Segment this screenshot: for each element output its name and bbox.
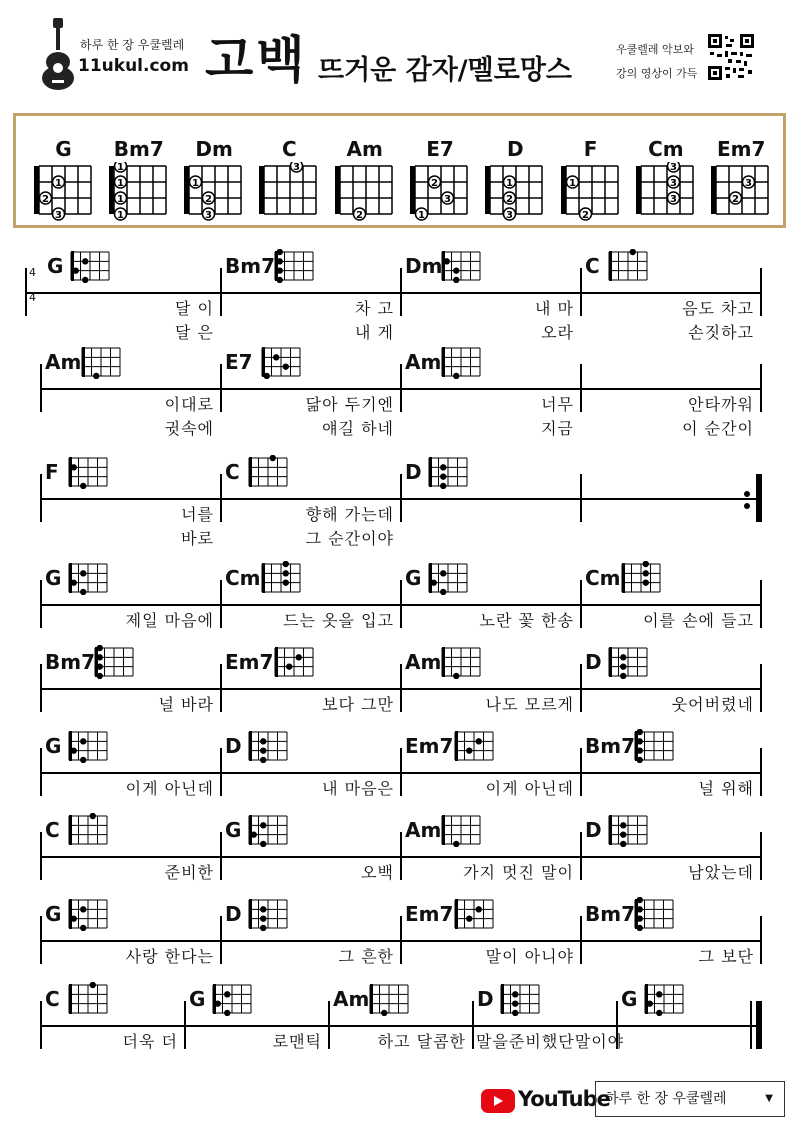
repeat-end-bar xyxy=(756,474,762,522)
time-signature-bottom: 4 xyxy=(29,291,36,304)
bar-line xyxy=(220,268,222,316)
lyric-verse-1: 닮아 두기엔 xyxy=(305,395,394,414)
bar-line xyxy=(580,268,582,316)
mini-chord-diagram xyxy=(68,249,112,283)
legend-chord-em7 xyxy=(704,136,779,222)
svg-text:2: 2 xyxy=(581,210,589,221)
legend-chord-name: Dm xyxy=(195,137,233,161)
bar-line xyxy=(400,832,402,880)
measure-chord-diagram xyxy=(66,561,110,599)
lyric-verse-1: 하고 달콤한 xyxy=(377,1032,466,1051)
legend-chord-g xyxy=(26,136,101,222)
measure-chord-diagram xyxy=(439,345,483,383)
measure-chord: G xyxy=(405,566,422,590)
lyric-verse-1: 차 고 xyxy=(355,299,394,318)
bar-line xyxy=(400,664,402,712)
chord-diagram-d xyxy=(482,162,548,222)
lyric-verse-1: 사랑 한다는 xyxy=(125,947,214,966)
bar-line xyxy=(760,364,762,412)
mini-chord-diagram xyxy=(426,455,470,489)
measure-chord: Am xyxy=(45,350,82,374)
lyric-verse-1: 너무 xyxy=(541,395,574,414)
mini-chord-diagram xyxy=(246,813,290,847)
legend-chord-bm7 xyxy=(101,136,176,222)
measure-chord: C xyxy=(225,460,240,484)
promo-line-1: 우쿨렐레 악보와 xyxy=(616,43,694,56)
measure-chord-diagram xyxy=(619,561,663,599)
svg-text:2: 2 xyxy=(355,210,363,221)
svg-text:1: 1 xyxy=(54,178,62,189)
lyric-verse-1: 노란 꽃 한송 xyxy=(479,611,574,630)
bar-line xyxy=(400,474,402,522)
mini-chord-diagram xyxy=(246,455,290,489)
youtube-icon xyxy=(481,1089,515,1113)
measure-chord-diagram xyxy=(642,982,686,1020)
mini-chord-diagram xyxy=(66,813,110,847)
bar-line xyxy=(400,364,402,412)
chord-diagram-cm xyxy=(633,162,699,222)
measure-chord: Bm7 xyxy=(225,254,275,278)
bar-line xyxy=(472,1001,474,1049)
measure-chord: Am xyxy=(333,987,370,1011)
bar-line xyxy=(40,580,42,628)
mini-chord-diagram xyxy=(259,561,303,595)
bar-line xyxy=(184,1001,186,1049)
svg-text:3: 3 xyxy=(669,194,677,205)
measure-chord-diagram xyxy=(272,645,316,683)
mini-chord-diagram xyxy=(606,249,650,283)
bar-line xyxy=(220,832,222,880)
lyric-verse-1: 말이 아니야 xyxy=(485,947,574,966)
svg-text:3: 3 xyxy=(205,210,213,221)
lyric-verse-1: 내 마 xyxy=(535,299,574,318)
bar-line xyxy=(760,580,762,628)
channel-label: 하루 한 장 우쿨렐레 xyxy=(605,1091,727,1107)
bar-line xyxy=(220,580,222,628)
repeat-dot xyxy=(744,503,750,509)
svg-text:1: 1 xyxy=(116,162,124,173)
mini-chord-diagram xyxy=(66,729,110,763)
svg-text:3: 3 xyxy=(506,210,514,221)
measure-chord: C xyxy=(45,987,60,1011)
bar-line xyxy=(760,268,762,316)
site-tagline: 하루 한 장 우쿨렐레 xyxy=(80,38,185,52)
mini-chord-diagram xyxy=(426,561,470,595)
bar-line xyxy=(580,832,582,880)
measure-chord: G xyxy=(225,818,242,842)
legend-chord-c xyxy=(252,136,327,222)
measure-chord: Am xyxy=(405,350,442,374)
bar-line xyxy=(580,474,582,522)
bar-line xyxy=(40,1001,42,1049)
legend-chord-name: Bm7 xyxy=(113,137,164,161)
mini-chord-diagram xyxy=(439,813,483,847)
measure-chord: Em7 xyxy=(405,902,454,926)
mini-chord-diagram xyxy=(439,345,483,379)
mini-chord-diagram xyxy=(632,897,676,931)
lyric-verse-2: 오라 xyxy=(541,323,574,342)
mini-chord-diagram xyxy=(272,645,316,679)
lyric-verse-1: 너를 xyxy=(181,505,214,524)
svg-text:3: 3 xyxy=(669,162,677,173)
lyric-verse-2: 손짓하고 xyxy=(688,323,754,342)
legend-chord-name: C xyxy=(282,137,297,161)
mini-chord-diagram xyxy=(632,729,676,763)
measure-chord-diagram xyxy=(426,455,470,493)
chord-diagram-em7 xyxy=(708,162,774,222)
mini-chord-diagram xyxy=(619,561,663,595)
measure-chord: D xyxy=(477,987,494,1011)
final-bar xyxy=(756,1001,761,1049)
lyric-verse-1: 이를 손에 들고 xyxy=(643,611,754,630)
measure-chord-diagram xyxy=(66,455,110,493)
mini-chord-diagram xyxy=(367,982,411,1016)
measure-chord-diagram xyxy=(606,645,650,683)
measure-chord-diagram xyxy=(452,729,496,767)
legend-chord-name: Am xyxy=(346,137,383,161)
mini-chord-diagram xyxy=(246,897,290,931)
legend-chord-name: Cm xyxy=(648,137,684,161)
measure-chord-diagram xyxy=(426,561,470,599)
measure-chord: Cm xyxy=(585,566,621,590)
chord-diagram-g xyxy=(31,162,97,222)
svg-text:3: 3 xyxy=(745,178,753,189)
song-title: 고백 xyxy=(205,31,308,89)
bar-line xyxy=(220,916,222,964)
bar-line xyxy=(580,748,582,796)
mini-chord-diagram xyxy=(66,561,110,595)
measure-chord: G xyxy=(45,734,62,758)
staff-line xyxy=(25,292,762,294)
measure-chord: Cm xyxy=(225,566,261,590)
measure-chord-diagram xyxy=(246,813,290,851)
mini-chord-diagram xyxy=(66,455,110,489)
bar-line xyxy=(760,832,762,880)
svg-text:3: 3 xyxy=(54,210,62,221)
measure-chord-diagram xyxy=(210,982,254,1020)
measure-chord-diagram xyxy=(79,345,123,383)
repeat-dot xyxy=(744,491,750,497)
legend-chord-e7 xyxy=(403,136,478,222)
lyric-verse-2: 얘길 하네 xyxy=(322,419,394,438)
bar-line xyxy=(40,916,42,964)
lyric-verse-1: 남았는데 xyxy=(688,863,754,882)
measure-chord-diagram xyxy=(246,729,290,767)
lyric-verse-2: 내 게 xyxy=(355,323,394,342)
youtube-logo[interactable] xyxy=(481,1087,610,1115)
measure-chord-diagram xyxy=(367,982,411,1020)
lyric-verse-1: 보다 그만 xyxy=(322,695,394,714)
svg-text:3: 3 xyxy=(669,178,677,189)
measure-chord-diagram xyxy=(92,645,136,683)
chord-diagram-e7 xyxy=(407,162,473,222)
measure-chord: G xyxy=(47,254,64,278)
lyric-verse-1: 가지 멋진 말이 xyxy=(463,863,574,882)
measure-chord-diagram xyxy=(66,897,110,935)
measure-chord-diagram xyxy=(272,249,316,287)
youtube-label: YouTube xyxy=(518,1087,610,1111)
measure-chord-diagram xyxy=(452,897,496,935)
site-url[interactable]: 11ukul.com xyxy=(78,56,189,76)
staff-line xyxy=(40,1025,762,1027)
lyric-verse-1: 나도 모르게 xyxy=(485,695,574,714)
lyric-verse-1: 더욱 더 xyxy=(122,1032,178,1051)
measure-chord-diagram xyxy=(66,813,110,851)
mini-chord-diagram xyxy=(498,982,542,1016)
mini-chord-diagram xyxy=(606,645,650,679)
measure-chord: D xyxy=(225,734,242,758)
lyric-verse-2: 이 순간이 xyxy=(682,419,754,438)
measure-chord: E7 xyxy=(225,350,253,374)
measure-chord-diagram xyxy=(259,561,303,599)
svg-text:1: 1 xyxy=(192,178,200,189)
mini-chord-diagram xyxy=(642,982,686,1016)
mini-chord-diagram xyxy=(439,249,483,283)
bar-line xyxy=(220,748,222,796)
svg-text:1: 1 xyxy=(116,178,124,189)
measure-chord: Bm7 xyxy=(45,650,95,674)
bar-line xyxy=(220,474,222,522)
mini-chord-diagram xyxy=(259,345,303,379)
bar-line xyxy=(760,748,762,796)
measure-chord: G xyxy=(45,566,62,590)
qr-code-icon[interactable] xyxy=(708,34,754,80)
legend-chord-name: D xyxy=(506,137,524,161)
lyric-verse-1: 달 이 xyxy=(175,299,214,318)
measure-chord: Bm7 xyxy=(585,902,635,926)
measure-chord-diagram xyxy=(498,982,542,1020)
legend-chord-cm xyxy=(628,136,703,222)
svg-text:2: 2 xyxy=(431,178,438,189)
promo-text xyxy=(616,38,697,86)
svg-text:3: 3 xyxy=(444,194,451,205)
legend-chord-d xyxy=(478,136,553,222)
lyric-verse-2: 지금 xyxy=(541,419,574,438)
bar-line xyxy=(580,364,582,412)
measure-chord: Am xyxy=(405,650,442,674)
measure-chord: G xyxy=(45,902,62,926)
lyric-verse-1: 음도 차고 xyxy=(682,299,754,318)
lyric-verse-1: 그 보단 xyxy=(698,947,754,966)
mini-chord-diagram xyxy=(92,645,136,679)
bar-line xyxy=(40,832,42,880)
chord-diagram-bm7 xyxy=(106,162,172,222)
mini-chord-diagram xyxy=(66,982,110,1016)
svg-text:3: 3 xyxy=(293,162,301,173)
lyric-verse-1: 널 위해 xyxy=(698,779,754,798)
mini-chord-diagram xyxy=(272,249,316,283)
svg-text:1: 1 xyxy=(418,210,425,221)
bar-line xyxy=(580,916,582,964)
bar-line xyxy=(25,268,27,316)
measure-chord: D xyxy=(405,460,422,484)
mini-chord-diagram xyxy=(79,345,123,379)
legend-chord-dm xyxy=(177,136,252,222)
lyric-verse-1: 안타까워 xyxy=(688,395,754,414)
svg-text:1: 1 xyxy=(506,178,514,189)
mini-chord-diagram xyxy=(246,729,290,763)
legend-chord-name: G xyxy=(55,137,72,161)
svg-text:2: 2 xyxy=(732,194,740,205)
measure-chord-diagram xyxy=(246,897,290,935)
lyric-verse-1: 로맨틱 xyxy=(272,1032,322,1051)
bar-line xyxy=(40,664,42,712)
lyric-verse-1: 그 흔한 xyxy=(338,947,394,966)
lyric-verse-1: 이대로 xyxy=(164,395,214,414)
measure-chord: D xyxy=(225,902,242,926)
measure-chord-diagram xyxy=(606,249,650,287)
svg-text:1: 1 xyxy=(568,178,576,189)
lyric-verse-2: 그 순간이야 xyxy=(305,529,394,548)
svg-text:2: 2 xyxy=(41,194,49,205)
measure-chord: G xyxy=(189,987,206,1011)
bar-line xyxy=(760,664,762,712)
measure-chord: Bm7 xyxy=(585,734,635,758)
bar-line xyxy=(400,580,402,628)
measure-chord: D xyxy=(585,650,602,674)
bar-line xyxy=(580,664,582,712)
final-bar-thin xyxy=(750,1001,752,1049)
measure-chord: Am xyxy=(405,818,442,842)
measure-chord-diagram xyxy=(66,729,110,767)
measure-chord-diagram xyxy=(632,729,676,767)
mini-chord-diagram xyxy=(66,897,110,931)
svg-text:1: 1 xyxy=(116,194,124,205)
svg-text:2: 2 xyxy=(506,194,514,205)
lyric-verse-1: 향해 가는데 xyxy=(305,505,394,524)
bar-line xyxy=(328,1001,330,1049)
lyric-verse-2: 달 은 xyxy=(175,323,214,342)
measure-chord: G xyxy=(621,987,638,1011)
lyric-verse-1: 드는 옷을 입고 xyxy=(283,611,394,630)
legend-chord-name: Em7 xyxy=(716,137,766,161)
measure-chord-diagram xyxy=(439,645,483,683)
legend-chord-f xyxy=(553,136,628,222)
measure-chord-diagram xyxy=(632,897,676,935)
svg-text:1: 1 xyxy=(116,210,124,221)
lyric-verse-1: 오백 xyxy=(361,863,394,882)
lyric-verse-1: 내 마음은 xyxy=(322,779,394,798)
bar-line xyxy=(40,364,42,412)
mini-chord-diagram xyxy=(452,729,496,763)
chord-diagram-dm xyxy=(181,162,247,222)
bar-line xyxy=(400,748,402,796)
measure-chord-diagram xyxy=(439,813,483,851)
bar-line xyxy=(40,474,42,522)
time-signature-top: 4 xyxy=(29,266,36,279)
lyric-verse-1: 말을준비했단말이야 xyxy=(476,1032,625,1051)
measure-chord: Em7 xyxy=(225,650,274,674)
measure-chord-diagram xyxy=(68,249,112,287)
legend-chord-name: E7 xyxy=(426,137,454,161)
promo-line-2: 강의 영상이 가득 xyxy=(616,67,698,80)
measure-chord: F xyxy=(45,460,59,484)
bar-line xyxy=(220,364,222,412)
measure-chord: Dm xyxy=(405,254,443,278)
bar-line xyxy=(400,916,402,964)
lyric-verse-1: 이게 아닌데 xyxy=(125,779,214,798)
lyric-verse-1: 이게 아닌데 xyxy=(485,779,574,798)
measure-chord-diagram xyxy=(606,813,650,851)
lyric-verse-1: 제일 마음에 xyxy=(125,611,214,630)
artist-name: 뜨거운 감자/멜로망스 xyxy=(318,55,572,86)
bar-line xyxy=(760,916,762,964)
measure-chord-diagram xyxy=(246,455,290,493)
legend-chord-name: F xyxy=(583,137,598,161)
bar-line xyxy=(220,664,222,712)
bar-line xyxy=(40,748,42,796)
chevron-down-icon: ▼ xyxy=(765,1093,773,1104)
chord-diagram-c xyxy=(256,162,322,222)
measure-chord-diagram xyxy=(259,345,303,383)
measure-chord: C xyxy=(45,818,60,842)
measure-chord: C xyxy=(585,254,600,278)
measure-chord-diagram xyxy=(66,982,110,1020)
chord-diagram-f xyxy=(558,162,624,222)
lyric-verse-2: 바로 xyxy=(181,529,214,548)
svg-text:2: 2 xyxy=(205,194,213,205)
lyric-verse-1: 널 바라 xyxy=(158,695,214,714)
measure-chord-diagram xyxy=(439,249,483,287)
mini-chord-diagram xyxy=(210,982,254,1016)
lyric-verse-2: 귓속에 xyxy=(164,419,214,438)
channel-select[interactable] xyxy=(595,1081,785,1117)
measure-chord: Em7 xyxy=(405,734,454,758)
mini-chord-diagram xyxy=(606,813,650,847)
lyric-verse-1: 웃어버렸네 xyxy=(671,695,754,714)
ukulele-logo-icon xyxy=(40,18,76,90)
chord-diagram-am xyxy=(332,162,398,222)
chord-chart xyxy=(13,113,786,228)
bar-line xyxy=(580,580,582,628)
legend-chord-am xyxy=(327,136,402,222)
bar-line xyxy=(400,268,402,316)
lyric-verse-1: 준비한 xyxy=(164,863,214,882)
measure-chord: D xyxy=(585,818,602,842)
mini-chord-diagram xyxy=(452,897,496,931)
mini-chord-diagram xyxy=(439,645,483,679)
